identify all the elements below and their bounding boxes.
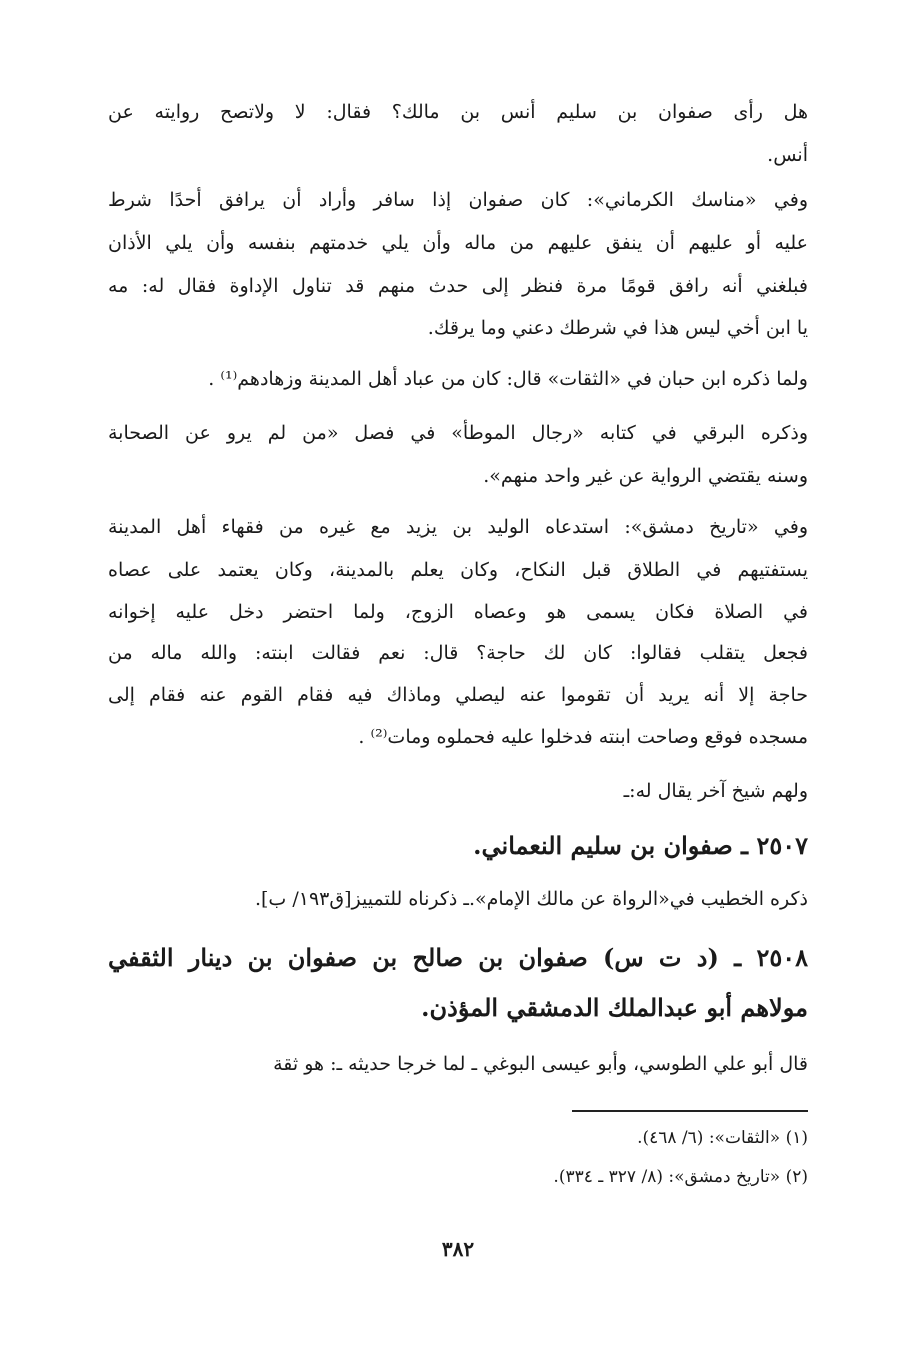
text-line: وذكره البرقي في كتابه «رجال الموطأ» في فصل «من لم يرو عن الصحابة [108,422,808,444]
text-line: يستفتيهم في الطلاق قبل النكاح، وكان يعلم بالمدينة، وكان يعتمد على عصاه [108,559,808,581]
footnote: (١) «الثقات»: (٦/ ٤٦٨). [637,1128,808,1148]
entry-heading: مولاهم أبو عبدالملك الدمشقي المؤذن. [421,993,808,1022]
text-line: يا ابن أخي ليس هذا في شرطك دعني وما يرقك. [427,317,808,339]
text-line: فبلغني أنه رافق قومًا مرة فنظر إلى حدث منهم قد تناول الإداوة فقال له: مه [108,275,808,297]
page-number: ٣٨٢ [441,1237,475,1261]
text-line: مسجده فوقع وصاحت ابنته فدخلوا عليه فحملوه ومات⁽²⁾ . [358,726,808,748]
text-line: عليه أو عليهم أن ينفق عليهم من ماله وأن يلي خدمتهم بنفسه وأن يلي الأذان [108,232,808,254]
text-line: حاجة إلا أنه يريد أن تقوموا عنه ليصلي وماذاك فيه فقام القوم عنه فقام إلى [108,684,808,706]
text-line: في الصلاة فكان يسمى هو وعصاه الزوج، ولما احتضر دخل عليه إخوانه [108,601,808,623]
text-line: ولما ذكره ابن حبان في «الثقات» قال: كان من عباد أهل المدينة وزهادهم⁽¹⁾ . [208,368,808,390]
entry-heading: ٢٥٠٧ ـ صفوان بن سليم النعماني. [473,831,808,860]
text-line: هل رأى صفوان بن سليم أنس بن مالك؟ فقال: لا ولاتصح روايته عن [108,101,808,123]
text-line: وسنه يقتضي الرواية عن غير واحد منهم». [483,465,808,487]
footnote-separator [572,1110,808,1112]
entry-text: قال أبو علي الطوسي، وأبو عيسى البوغي ـ لما خرجا حديثه ـ: هو ثقة [273,1053,808,1075]
text-line: فجعل يتقلب فقالوا: كان لك حاجة؟ قال: نعم فقالت ابنته: والله ماله من [108,642,808,664]
text-line: وفي «مناسك الكرماني»: كان صفوان إذا سافر وأراد أن يرافق أحدًا شرط [108,189,808,211]
footnote: (٢) «تاريخ دمشق»: (٨/ ٣٢٧ ـ ٣٣٤). [553,1167,808,1187]
entry-text: ذكره الخطيب في«الرواة عن مالك الإمام».ـ ذكرناه للتمييز[ق١٩٣/ ب]. [254,888,808,910]
text-line: ولهم شيخ آخر يقال له:ـ [623,780,808,802]
text-line: أنس. [767,144,808,166]
entry-heading: ٢٥٠٨ ـ (د ت س) صفوان بن صالح بن صفوان بن دينار الثقفي [108,943,808,972]
text-line: وفي «تاريخ دمشق»: استدعاه الوليد بن يزيد مع غيره من فقهاء أهل المدينة [108,516,808,538]
